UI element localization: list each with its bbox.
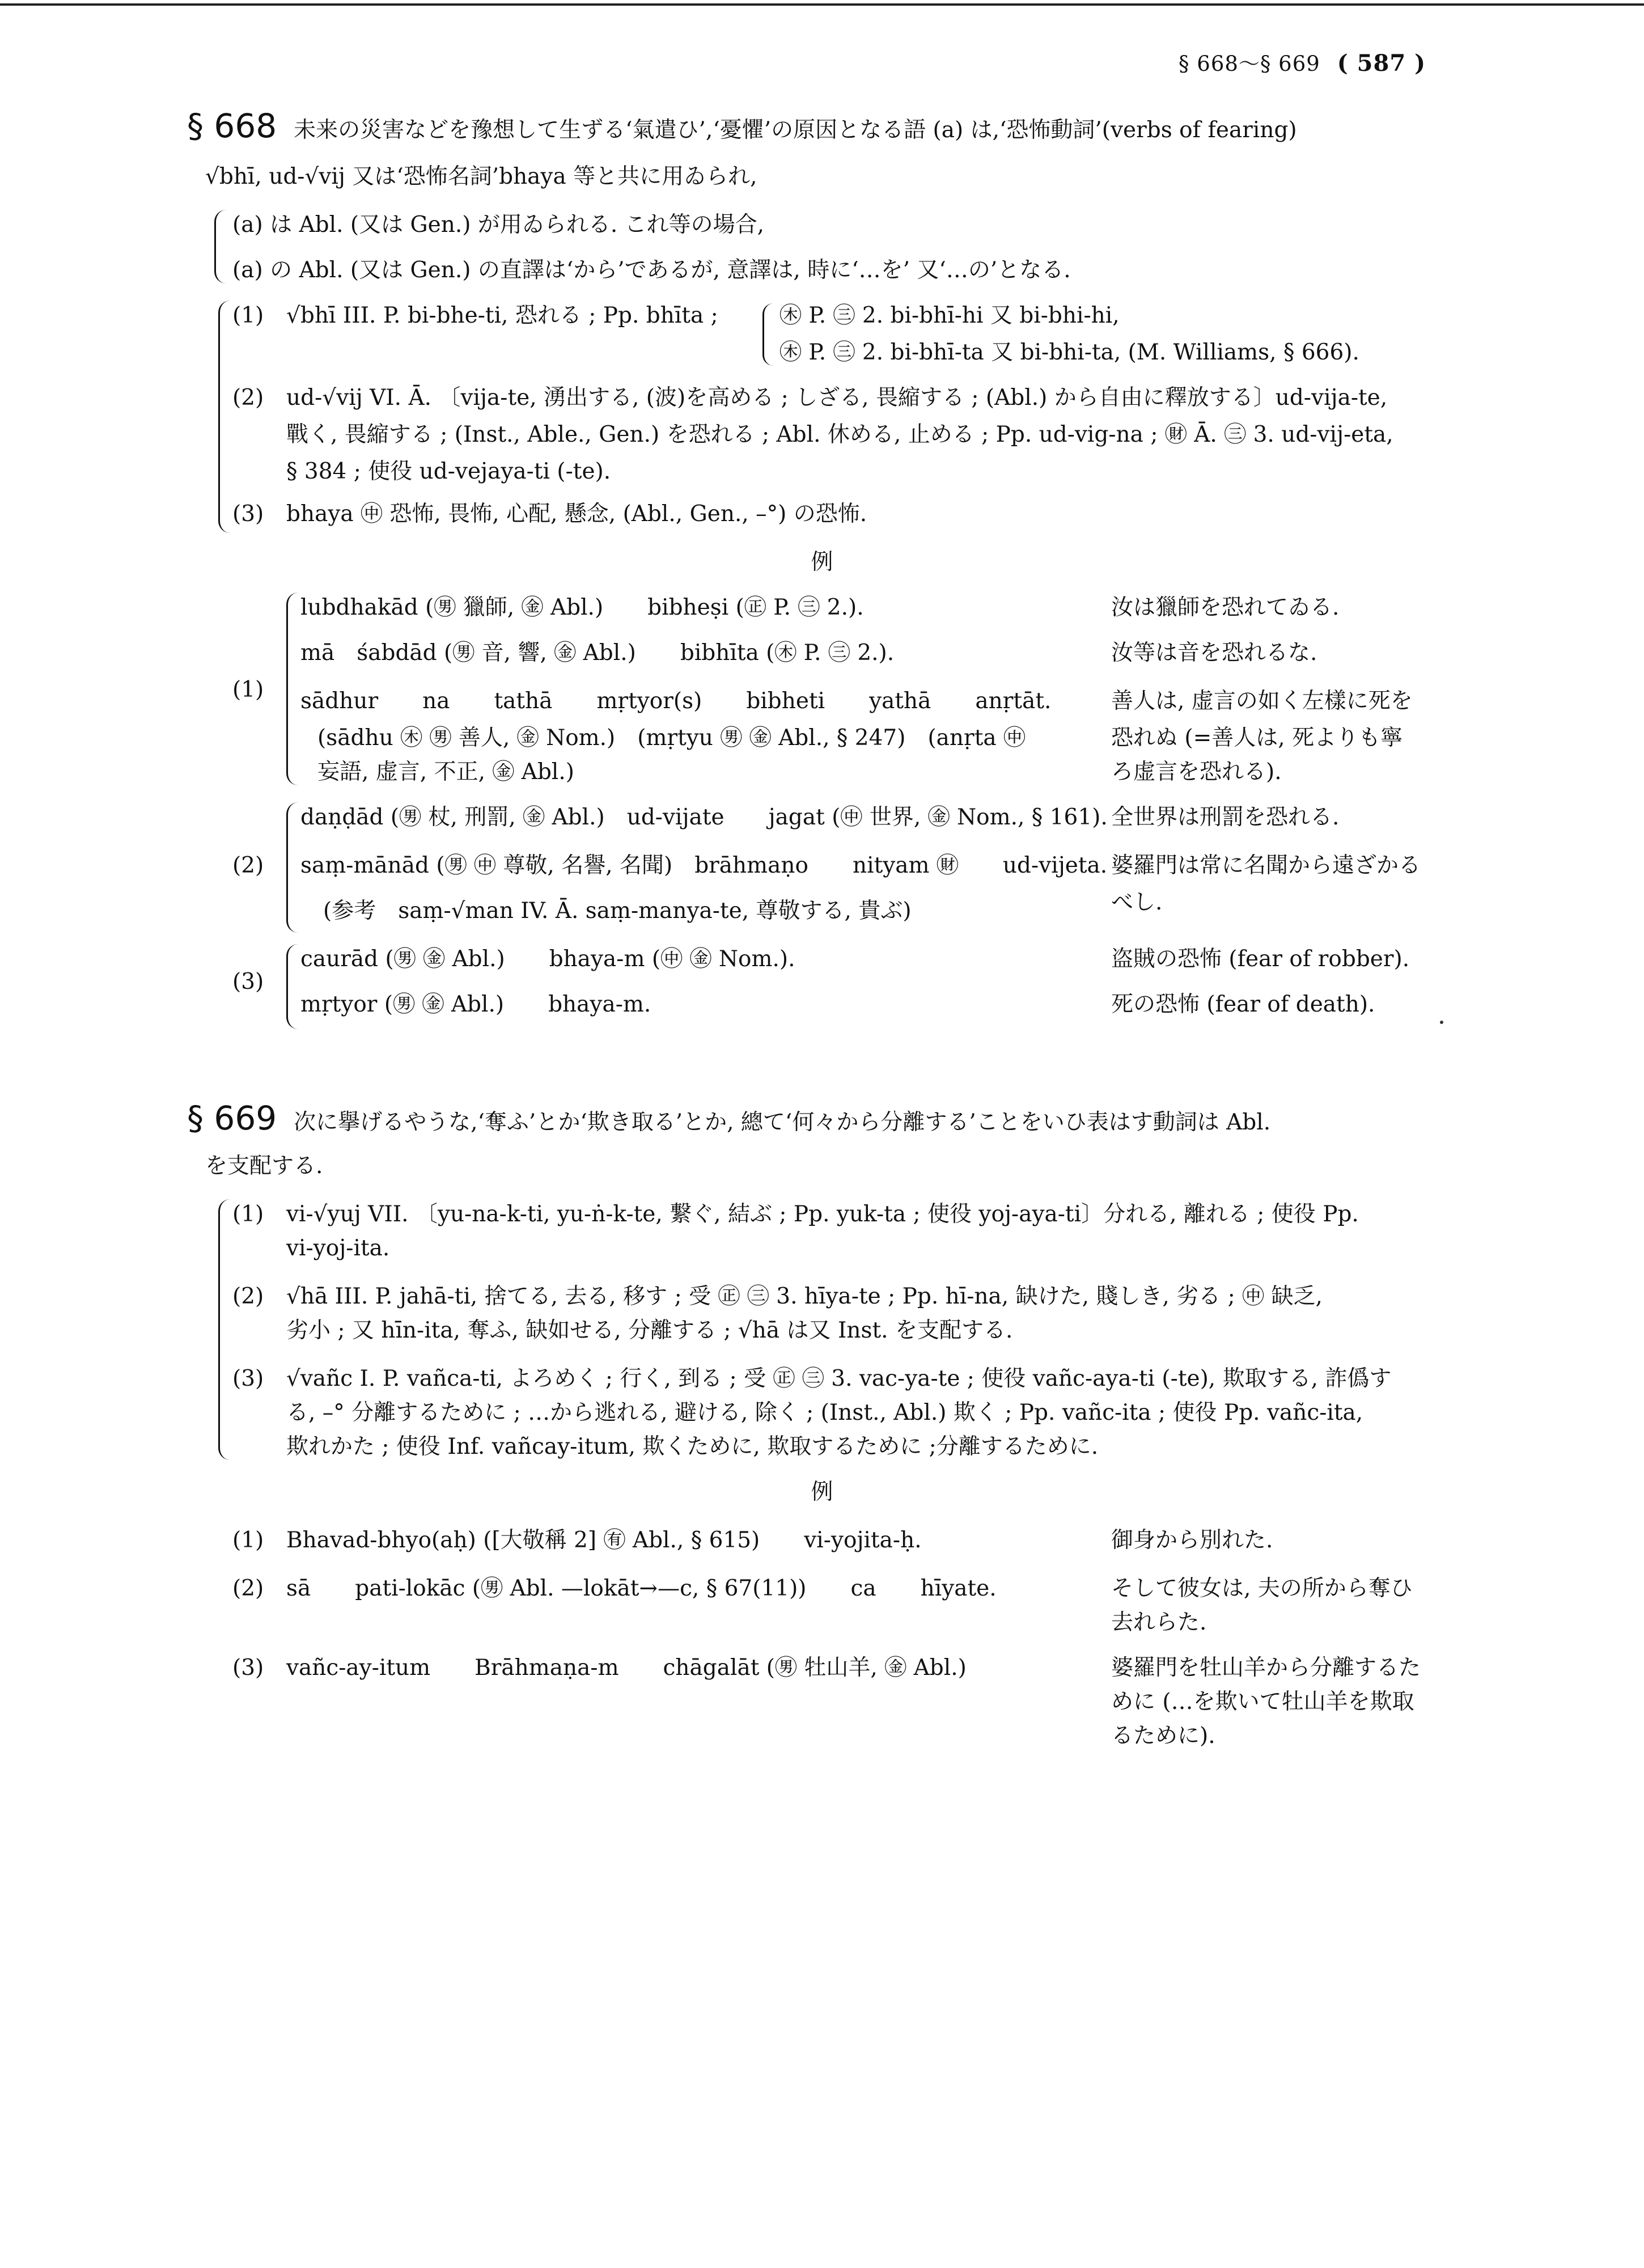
s668-ex1-r5: ろ虚言を恐れる). xyxy=(1111,759,1282,785)
page-number: ( 587 ) xyxy=(1337,50,1426,77)
s669-def2-num: (2) xyxy=(232,1284,264,1309)
s668-ex2-l1: daṇḍād (㊚ 杖, 刑罰, ㊎ Abl.) ud-vijate jagat (㊥ 世界, ㊎ Nom., § 161). xyxy=(300,805,1108,830)
s669-example-label: 例 xyxy=(811,1479,833,1505)
s669-def2-a: √hā III. P. jahā-ti, 捨てる, 去る, 移す ; 受 ㊣ ㊂ 3. hīya-te ; Pp. hī-na, 缺けた, 賤しき, 劣る ; ㊥ 缺乏, xyxy=(286,1284,1323,1309)
definitions-brace xyxy=(218,301,230,533)
s668-ex1-l2: mā śabdād (㊚ 音, 響, ㊎ Abl.) bibhīta (㊍ P. ㊂ 2.). xyxy=(300,640,895,666)
speck xyxy=(1440,1021,1443,1024)
s668-def2-a: ud-√vij VI. Ā. 〔vija-te, 湧出する, (波)を高める ; しざる, 畏縮する ; (Abl.) から自由に釋放する〕ud-vija-te, xyxy=(286,385,1388,411)
s669-def3-a: √vañc I. P. vañca-ti, よろめく ; 行く, 到る ; 受 ㊣ ㊂ 3. vac-ya-te ; 使役 vañc-aya-ti (-te), 欺取する, 詐僞す xyxy=(286,1366,1392,1391)
s668-intro-line1 xyxy=(187,108,1297,149)
s668-def1-c: ㊍ P. ㊂ 2. bi-bhī-ta 又 bi-bhi-ta, (M. Williams, § 666). xyxy=(779,340,1359,365)
s668-ex3-r1: 盗賊の恐怖 (fear of robber). xyxy=(1111,946,1410,972)
s668-def3-num: (3) xyxy=(232,501,264,527)
s668-ex2-r2: 婆羅門は常に名聞から遠ざかる xyxy=(1111,853,1421,878)
s669-ex2-l: sā pati-lokāc (㊚ Abl. —lokāt→—c, § 67(11)) ca hīyate. xyxy=(286,1576,997,1601)
ex2-brace xyxy=(286,802,298,933)
s669-ex2-r1: そして彼女は, 夫の所から奪ひ xyxy=(1111,1576,1413,1601)
s668-ex1-l1: lubdhakād (㊚ 獵師, ㊎ Abl.) bibheṣi (㊣ P. ㊂ 2.). xyxy=(300,595,864,620)
s668-ex2-r3: べし. xyxy=(1111,890,1163,915)
s668-ex3-l1: caurād (㊚ ㊎ Abl.) bhaya-m (㊥ ㊎ Nom.). xyxy=(300,946,795,972)
s669-def2-b: 劣小 ; 又 hīn-ita, 奪ふ, 缺如せる, 分離する ; √hā は又 Inst. を支配する. xyxy=(286,1318,1013,1343)
s668-def2-num: (2) xyxy=(232,385,264,411)
s669-ex1-r: 御身から別れた. xyxy=(1111,1527,1273,1553)
s668-def2-b: 戰く, 畏縮する ; (Inst., Able., Gen.) を恐れる ; Abl. 休める, 止める ; Pp. ud-vig-na ; ㊖ Ā. ㊂ 3. ud-vij-eta, xyxy=(286,422,1393,447)
s669-ex3-num: (3) xyxy=(232,1655,264,1681)
s668-ex3-l2: mṛtyor (㊚ ㊎ Abl.) bhaya-m. xyxy=(300,992,651,1017)
s668-rule-a2: (a) の Abl. (又は Gen.) の直譯は‘から’であるが, 意譯は, 時に‘…を’ 又‘…の’となる. xyxy=(232,257,1071,283)
s668-ex2-l3: (参考 saṃ-√man IV. Ā. saṃ-manya-te, 尊敬する, 貴ぶ) xyxy=(323,898,912,924)
s668-ex1-num: (1) xyxy=(232,677,264,703)
running-header xyxy=(1179,45,1426,82)
s668-ex1-l3: sādhur na tathā mṛtyor(s) bibheti yathā anṛtāt. xyxy=(300,688,1052,714)
s668-rule-a1: (a) は Abl. (又は Gen.) が用ゐられる. これ等の場合, xyxy=(232,212,765,238)
s669-intro2: を支配する. xyxy=(205,1153,323,1179)
rule-brace xyxy=(214,210,226,284)
s668-example-label: 例 xyxy=(811,549,833,575)
s669-intro1: 次に擧げるやうな,‘奪ふ’とか‘欺き取る’とか, 總て‘何々から分離する’ことをいひ表はす動詞は Abl. xyxy=(294,1110,1271,1135)
s669-def1-num: (1) xyxy=(232,1201,264,1227)
s669-number: § 669 xyxy=(187,1099,277,1137)
s668-ex3-num: (3) xyxy=(232,969,264,995)
def1-inner-brace xyxy=(762,303,773,366)
s668-def1-num: (1) xyxy=(232,303,264,328)
s668-ex2-num: (2) xyxy=(232,853,264,878)
s668-ex2-l2: saṃ-mānād (㊚ ㊥ 尊敬, 名譽, 名聞) brāhmaṇo nityam ㊖ ud-vijeta. xyxy=(300,853,1108,878)
s668-ex3-r2: 死の恐怖 (fear of death). xyxy=(1111,992,1375,1017)
s668-ex1-r3: 善人は, 虚言の如く左樣に死を xyxy=(1111,688,1413,714)
s669-ex3-r2: めに (…を欺いて牡山羊を欺取 xyxy=(1111,1689,1414,1715)
ex1-brace xyxy=(286,593,298,785)
s668-ex1-l4: (sādhu ㊍ ㊚ 善人, ㊎ Nom.) (mṛtyu ㊚ ㊎ Abl., § 247) (anṛta ㊥ xyxy=(317,725,1026,751)
s669-definitions-brace xyxy=(218,1199,230,1460)
top-rule xyxy=(0,3,1644,6)
s669-def3-num: (3) xyxy=(232,1366,264,1391)
section-range: § 668～§ 669 xyxy=(1179,52,1320,76)
s668-def1-b: ㊍ P. ㊂ 2. bi-bhī-hi 又 bi-bhi-hi, xyxy=(779,303,1120,328)
s669-def1-a: vi-√yuj VII. 〔yu-na-k-ti, yu-ṅ-k-te, 繋ぐ, 結ぶ ; Pp. yuk-ta ; 使役 yoj-aya-ti〕分れる, 離れる ; 使役 Pp. xyxy=(286,1201,1359,1227)
s668-ex1-r1: 汝は獵師を恐れてゐる. xyxy=(1111,595,1340,620)
s669-ex3-r3: るために). xyxy=(1111,1723,1215,1749)
s668-def2-c: § 384 ; 使役 ud-vejaya-ti (-te). xyxy=(286,459,611,484)
s668-ex2-r1: 全世界は刑罰を恐れる. xyxy=(1111,805,1340,830)
s668-def3-a: bhaya ㊥ 恐怖, 畏怖, 心配, 懸念, (Abl., Gen., –°) の恐怖. xyxy=(286,501,867,527)
s668-intro2: √bhī, ud-√vij 又は‘恐怖名詞’bhaya 等と共に用ゐられ, xyxy=(205,164,757,189)
s668-intro1: 未来の災害などを豫想して生ずる‘氣遣ひ’,‘憂懼’の原因となる語 (a) は,‘恐怖動詞’(verbs of fearing) xyxy=(294,117,1297,143)
s669-def3-b: る, –° 分離するために ; …から逃れる, 避ける, 除く ; (Inst., Abl.) 欺く ; Pp. vañc-ita ; 使役 Pp. vañc-ita, xyxy=(286,1400,1363,1425)
ex3-brace xyxy=(286,944,298,1029)
s669-def1-b: vi-yoj-ita. xyxy=(286,1235,390,1261)
s669-ex2-r2: 去れらた. xyxy=(1111,1610,1207,1635)
s668-ex1-r2: 汝等は音を恐れるな. xyxy=(1111,640,1317,666)
s669-ex1-num: (1) xyxy=(232,1527,264,1553)
s669-intro-line1 xyxy=(187,1100,1270,1141)
s669-ex3-l: vañc-ay-itum Brāhmaṇa-m chāgalāt (㊚ 牡山羊, ㊎ Abl.) xyxy=(286,1655,967,1681)
s669-ex1-l: Bhavad-bhyo(aḥ) ([大敬稱 2] ㊒ Abl., § 615) vi-yojita-ḥ. xyxy=(286,1527,922,1553)
s669-ex2-num: (2) xyxy=(232,1576,264,1601)
s668-def1-a: √bhī III. P. bi-bhe-ti, 恐れる ; Pp. bhīta ; xyxy=(286,303,718,328)
s669-ex3-r1: 婆羅門を牡山羊から分離するた xyxy=(1111,1655,1421,1681)
s669-def3-c: 欺れかた ; 使役 Inf. vañcay-itum, 欺くために, 欺取するために ;分離するために. xyxy=(286,1434,1099,1459)
s668-number: § 668 xyxy=(187,107,277,145)
s668-ex1-r4: 恐れぬ (=善人は, 死よりも寧 xyxy=(1111,725,1403,751)
s668-ex1-l5: 妄語, 虚言, 不正, ㊎ Abl.) xyxy=(317,759,574,785)
